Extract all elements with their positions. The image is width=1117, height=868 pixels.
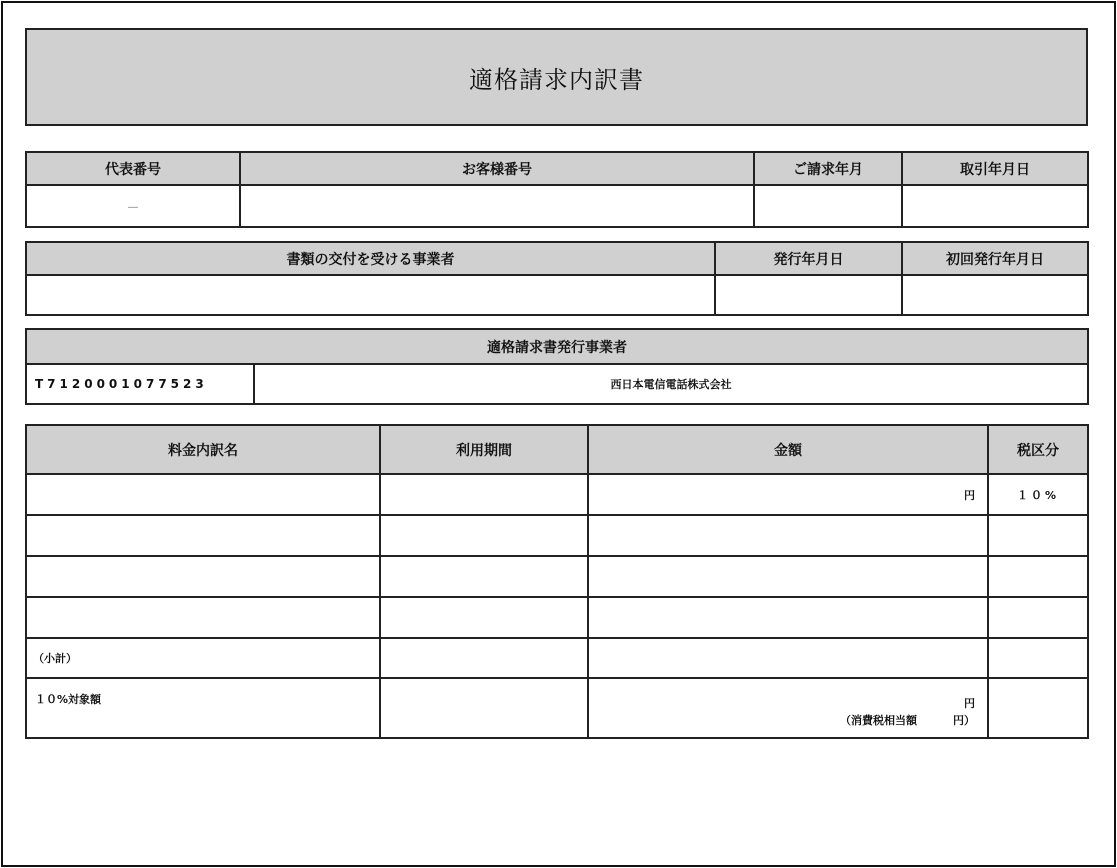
registration-number: T7120001077523 bbox=[26, 364, 254, 404]
header-recipient: 書類の交付を受ける事業者 bbox=[26, 242, 715, 275]
first-issue-date-value bbox=[902, 275, 1088, 315]
representative-number-value: － bbox=[26, 185, 240, 227]
customer-number-value bbox=[240, 185, 754, 227]
header-amount: 金額 bbox=[588, 425, 988, 474]
header-tax-category: 税区分 bbox=[988, 425, 1088, 474]
header-transaction-date: 取引年月日 bbox=[902, 152, 1088, 185]
tax-target-label: １０%対象額 bbox=[26, 678, 380, 738]
issuer-company-name: 西日本電信電話株式会社 bbox=[254, 364, 1088, 404]
document-title: 適格請求内訳書 bbox=[25, 28, 1088, 126]
tax-target-row bbox=[26, 678, 1088, 738]
header-issuer: 適格請求書発行事業者 bbox=[26, 329, 1088, 364]
header-usage-period: 利用期間 bbox=[380, 425, 588, 474]
header-charge-name: 料金内訳名 bbox=[26, 425, 380, 474]
subtotal-label: （小計） bbox=[26, 638, 380, 678]
header-customer-number: お客様番号 bbox=[240, 152, 754, 185]
header-billing-month: ご請求年月 bbox=[754, 152, 902, 185]
account-info-table bbox=[25, 151, 1089, 228]
tax-rate: １０% bbox=[988, 474, 1088, 515]
subtotal-row bbox=[26, 638, 1088, 678]
charges-table bbox=[25, 424, 1089, 739]
recipient-table bbox=[25, 241, 1089, 316]
table-row bbox=[26, 597, 1088, 638]
header-issue-date: 発行年月日 bbox=[715, 242, 902, 275]
issue-date-value bbox=[715, 275, 902, 315]
billing-month-value bbox=[754, 185, 902, 227]
table-row bbox=[26, 474, 1088, 515]
header-representative-number: 代表番号 bbox=[26, 152, 240, 185]
header-first-issue-date: 初回発行年月日 bbox=[902, 242, 1088, 275]
consumption-tax-label: （消費税相当額 bbox=[840, 714, 917, 727]
tax-target-amount-unit: 円 bbox=[964, 697, 975, 710]
transaction-date-value bbox=[902, 185, 1088, 227]
table-row bbox=[26, 556, 1088, 597]
consumption-tax-unit: 円） bbox=[953, 714, 975, 727]
issuer-table bbox=[25, 328, 1089, 405]
amount-unit: 円 bbox=[588, 474, 988, 515]
recipient-value bbox=[26, 275, 715, 315]
table-row bbox=[26, 515, 1088, 556]
